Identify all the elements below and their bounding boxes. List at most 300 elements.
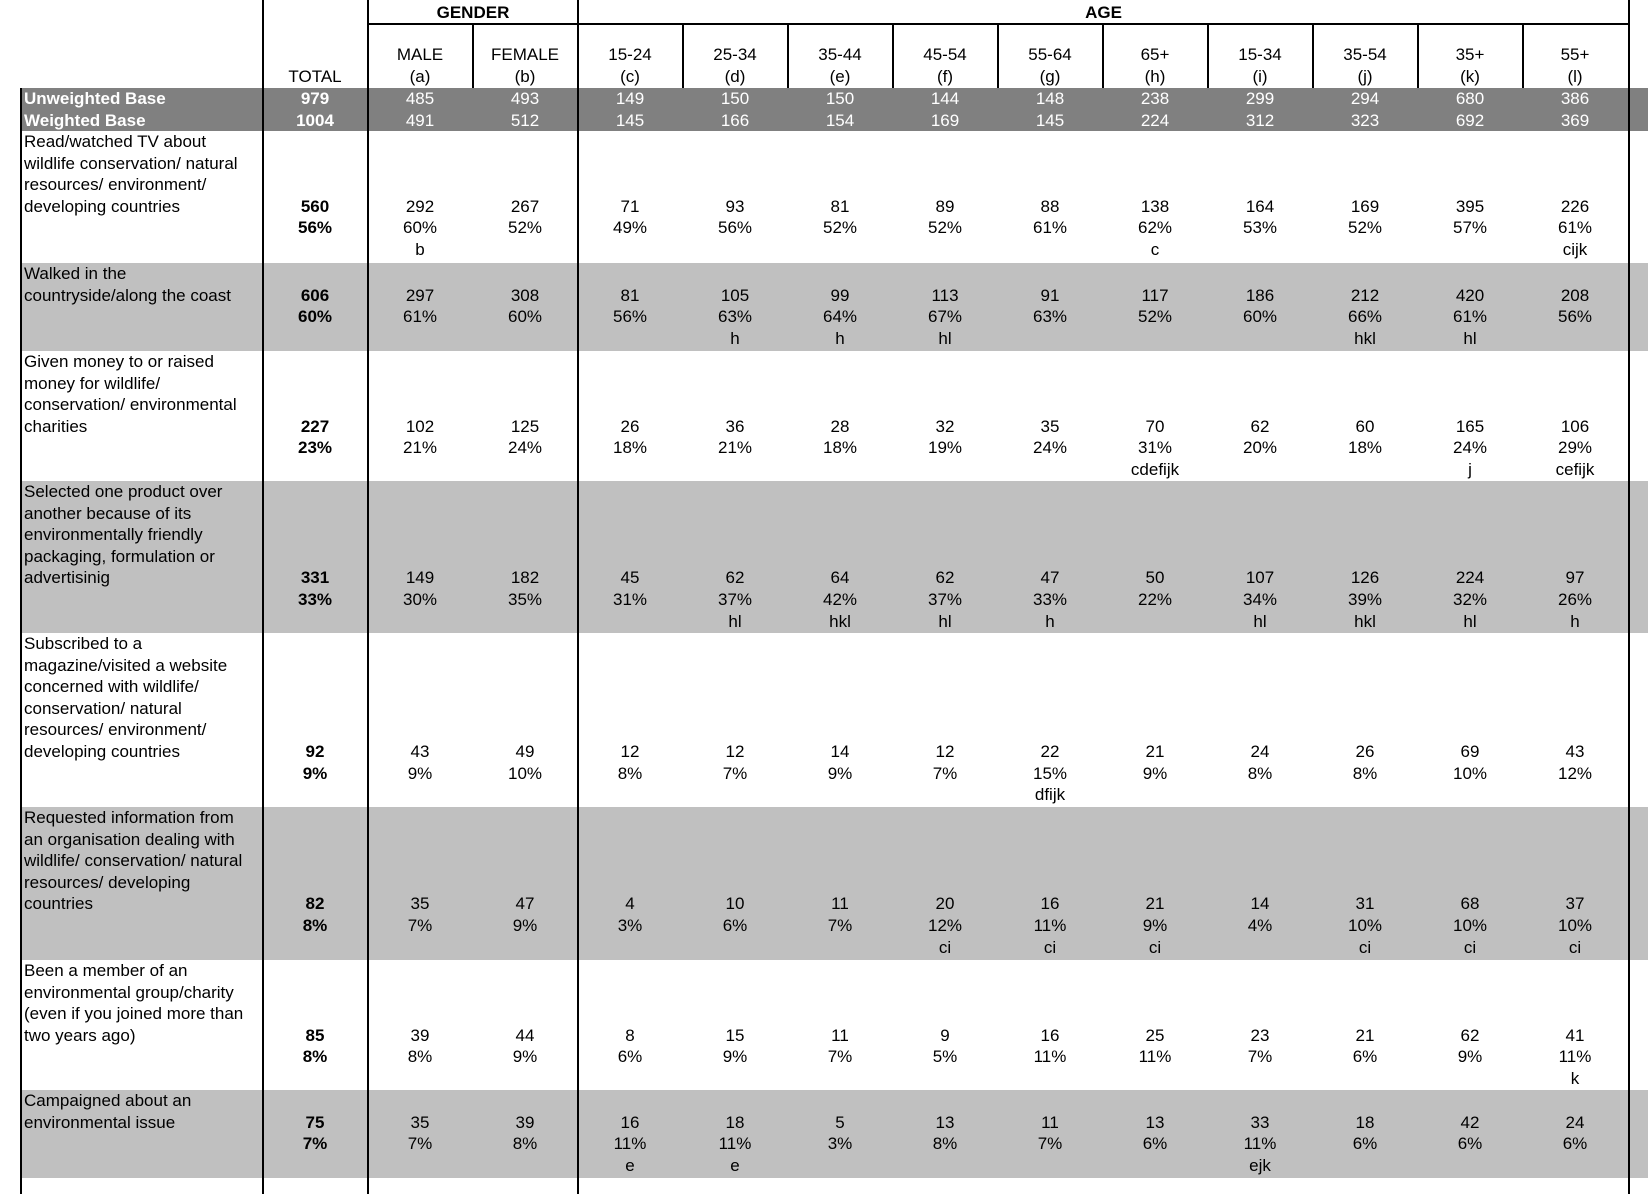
base-value: 323: [1350, 110, 1380, 130]
row-label: magazine/visited a website: [24, 655, 228, 675]
percent-value: 5%: [932, 1047, 958, 1067]
count-value: 71: [620, 196, 640, 216]
column-header-label: 55-64: [1028, 45, 1072, 64]
percent-value: 9%: [1457, 1047, 1483, 1067]
count-value: 35: [1040, 416, 1060, 436]
percent-value: 8%: [1247, 763, 1273, 783]
count-value: 88: [1040, 196, 1060, 216]
count-value: 81: [620, 285, 640, 305]
percent-value: 20%: [1242, 438, 1278, 458]
base-value: 299: [1245, 89, 1275, 108]
count-value: 117: [1141, 285, 1169, 305]
count-value: 164: [1245, 196, 1275, 216]
count-value: 82: [305, 894, 325, 914]
percent-value: 6%: [617, 1047, 643, 1067]
count-value: 62: [935, 568, 955, 588]
percent-value: 9%: [1142, 916, 1168, 935]
significance-letters: hl: [1463, 611, 1477, 631]
percent-value: 8%: [617, 763, 643, 783]
percent-value: 53%: [1242, 218, 1278, 238]
percent-value: 56%: [612, 307, 648, 327]
percent-value: 22%: [1137, 590, 1173, 609]
row-label: packaging, formulation or: [24, 546, 215, 566]
column-header-letter: (g): [1039, 66, 1061, 86]
base-value: 145: [1035, 110, 1065, 130]
count-value: 169: [1350, 196, 1380, 216]
row-label: conservation/ environmental: [24, 395, 237, 415]
percent-value: 7%: [827, 1047, 853, 1067]
percent-value: 7%: [407, 1134, 433, 1154]
column-header-letter: (i): [1252, 66, 1268, 86]
significance-letters: b: [415, 240, 425, 259]
column-header-letter: (j): [1357, 66, 1373, 86]
count-value: 12: [620, 742, 640, 761]
significance-letters: j: [1468, 460, 1472, 479]
count-value: 16: [1040, 894, 1060, 914]
percent-value: 4%: [1247, 916, 1273, 935]
row-label: Been a member of an: [24, 961, 188, 980]
base-value: 150: [825, 89, 855, 108]
percent-value: 33%: [1032, 590, 1068, 609]
column-header-letter: (d): [724, 66, 746, 86]
row-label: concerned with wildlife/: [24, 677, 199, 697]
percent-value: 60%: [402, 218, 438, 238]
percent-value: 29%: [1557, 438, 1593, 458]
row-label: wildlife conservation/ natural: [24, 153, 238, 173]
column-header-label: 15-24: [608, 45, 652, 64]
count-value: 267: [510, 196, 540, 216]
count-value: 13: [935, 1112, 955, 1132]
column-header-label: 35-44: [818, 45, 862, 64]
count-value: 60: [1355, 416, 1375, 436]
percent-value: 10%: [1347, 916, 1383, 935]
count-value: 22: [1040, 742, 1060, 761]
percent-value: 11%: [1558, 1047, 1592, 1067]
base-value: 491: [405, 110, 435, 130]
significance-letters: dfijk: [1034, 785, 1066, 805]
percent-value: 49%: [612, 218, 648, 238]
count-value: 11: [831, 894, 849, 914]
percent-value: 19%: [927, 438, 963, 458]
row-label: Campaigned about an: [24, 1091, 192, 1110]
column-header-letter: (b): [514, 66, 536, 86]
percent-value: 21%: [717, 438, 753, 458]
percent-value: 8%: [1352, 763, 1378, 783]
count-value: 39: [410, 1025, 430, 1045]
count-value: 39: [515, 1112, 535, 1132]
row-label: environmental group/charity: [24, 982, 234, 1002]
percent-value: 12%: [927, 916, 963, 935]
percent-value: 24%: [1032, 438, 1068, 458]
base-value: 493: [510, 89, 540, 108]
percent-value: 56%: [1557, 307, 1593, 327]
column-header-label: 35+: [1455, 45, 1485, 64]
significance-letters: hl: [938, 328, 952, 348]
count-value: 8: [625, 1025, 635, 1045]
age-group-header: AGE: [1085, 3, 1122, 22]
column-header-label: 35-54: [1343, 45, 1387, 64]
count-value: 21: [1355, 1025, 1375, 1045]
percent-value: 30%: [402, 590, 438, 609]
significance-letters: c: [1150, 240, 1160, 259]
count-value: 125: [510, 416, 540, 436]
base-value: 512: [510, 110, 540, 130]
percent-value: 6%: [1352, 1134, 1378, 1154]
percent-value: 61%: [1452, 307, 1488, 327]
column-header-letter: (e): [829, 66, 851, 86]
significance-letters: e: [625, 1155, 635, 1175]
percent-value: 32%: [1452, 590, 1488, 609]
row-label: countries: [24, 894, 93, 914]
significance-letters: e: [730, 1155, 740, 1175]
row-label: conservation/ natural: [24, 698, 182, 718]
percent-value: 37%: [927, 590, 963, 609]
percent-value: 33%: [297, 590, 333, 609]
significance-letters: ci: [1568, 937, 1582, 957]
count-value: 68: [1460, 894, 1480, 914]
base-value: 149: [615, 89, 645, 108]
count-value: 106: [1560, 416, 1590, 436]
base-value: 150: [720, 89, 750, 108]
percent-value: 63%: [1032, 307, 1068, 327]
percent-value: 57%: [1452, 218, 1488, 238]
count-value: 560: [300, 196, 330, 216]
base-value: 238: [1140, 89, 1170, 108]
count-value: 85: [305, 1025, 325, 1045]
count-value: 9: [940, 1025, 950, 1045]
count-value: 42: [1460, 1112, 1480, 1132]
count-value: 149: [405, 568, 435, 588]
significance-letters: h: [730, 328, 740, 348]
count-value: 75: [305, 1112, 325, 1132]
column-divider: [1628, 0, 1630, 1194]
percent-value: 9%: [302, 763, 328, 783]
row-label: developing countries: [24, 196, 180, 216]
percent-value: 24%: [507, 438, 543, 458]
count-value: 43: [1565, 742, 1585, 761]
row-label: an organisation dealing with: [24, 829, 235, 849]
percent-value: 52%: [507, 218, 543, 238]
row-label: environmentally friendly: [24, 525, 203, 545]
percent-value: 52%: [927, 218, 963, 238]
percent-value: 63%: [717, 307, 753, 327]
count-value: 26: [1355, 742, 1375, 761]
count-value: 11: [1041, 1112, 1059, 1132]
significance-letters: hl: [938, 611, 952, 631]
count-value: 16: [620, 1112, 640, 1132]
count-value: 21: [1145, 742, 1165, 761]
base-value: 680: [1455, 89, 1485, 108]
count-value: 97: [1565, 568, 1585, 588]
count-value: 81: [830, 196, 850, 216]
count-value: 31: [1355, 894, 1375, 914]
percent-value: 6%: [1457, 1134, 1483, 1154]
row-label: wildlife/ conservation/ natural: [24, 851, 243, 871]
significance-letters: cdefijk: [1130, 460, 1180, 479]
percent-value: 18%: [822, 438, 858, 458]
column-header-label: FEMALE: [490, 45, 560, 64]
percent-value: 6%: [1562, 1134, 1588, 1154]
count-value: 606: [300, 285, 330, 305]
row-label: money for wildlife/: [24, 373, 161, 393]
count-value: 35: [410, 1112, 430, 1132]
percent-value: 61%: [1557, 218, 1593, 238]
percent-value: 39%: [1347, 590, 1383, 609]
percent-value: 52%: [1137, 307, 1173, 327]
count-value: 14: [1250, 894, 1270, 914]
percent-value: 11%: [613, 1134, 647, 1154]
count-value: 18: [725, 1112, 745, 1132]
count-value: 45: [620, 568, 640, 588]
percent-value: 60%: [297, 307, 333, 327]
percent-value: 18%: [612, 438, 648, 458]
percent-value: 66%: [1347, 307, 1383, 327]
significance-letters: ci: [1043, 937, 1057, 957]
count-value: 99: [830, 285, 850, 305]
count-value: 11: [831, 1025, 849, 1045]
percent-value: 52%: [1347, 218, 1383, 238]
significance-letters: h: [1045, 611, 1055, 631]
percent-value: 8%: [302, 1047, 328, 1067]
percent-value: 37%: [717, 590, 753, 609]
count-value: 35: [410, 894, 430, 914]
percent-value: 56%: [717, 218, 753, 238]
percent-value: 61%: [1032, 218, 1068, 238]
significance-letters: ci: [1148, 937, 1162, 957]
percent-value: 7%: [1037, 1134, 1063, 1154]
column-header-label: 65+: [1140, 45, 1170, 64]
percent-value: 34%: [1242, 590, 1278, 609]
count-value: 33: [1250, 1112, 1270, 1132]
column-header-letter: (l): [1567, 66, 1583, 86]
count-value: 41: [1565, 1025, 1585, 1045]
base-value: 169: [930, 110, 960, 130]
count-value: 24: [1565, 1112, 1585, 1132]
row-label: countryside/along the coast: [24, 285, 231, 305]
significance-letters: ci: [938, 937, 952, 957]
percent-value: 10%: [1452, 916, 1488, 935]
count-value: 12: [725, 742, 745, 761]
count-value: 13: [1145, 1112, 1165, 1132]
count-value: 62: [1460, 1025, 1480, 1045]
significance-letters: cijk: [1562, 240, 1588, 259]
significance-letters: k: [1570, 1069, 1580, 1088]
percent-value: 9%: [512, 916, 538, 935]
percent-value: 64%: [822, 307, 858, 327]
percent-value: 6%: [722, 916, 748, 935]
column-header-label: 25-34: [713, 45, 757, 64]
count-value: 292: [405, 196, 435, 216]
percent-value: 7%: [302, 1134, 328, 1154]
count-value: 47: [515, 894, 535, 914]
percent-value: 8%: [407, 1047, 433, 1067]
percent-value: 8%: [932, 1134, 958, 1154]
count-value: 10: [725, 894, 745, 914]
column-header-letter: (h): [1144, 66, 1166, 86]
percent-value: 8%: [302, 916, 328, 935]
percent-value: 15%: [1032, 763, 1068, 783]
count-value: 102: [405, 416, 435, 436]
count-value: 182: [510, 568, 540, 588]
count-value: 44: [515, 1025, 535, 1045]
percent-value: 12%: [1557, 763, 1593, 783]
count-value: 26: [620, 416, 640, 436]
count-value: 89: [935, 196, 955, 216]
percent-value: 8%: [512, 1134, 538, 1154]
count-value: 64: [830, 568, 850, 588]
row-label: resources/ developing: [24, 872, 191, 892]
count-value: 24: [1250, 742, 1270, 761]
count-value: 224: [1455, 568, 1485, 588]
count-value: 420: [1455, 285, 1485, 305]
count-value: 69: [1460, 742, 1480, 761]
percent-value: 26%: [1557, 590, 1593, 609]
percent-value: 10%: [1557, 916, 1593, 935]
column-header-letter: (a): [409, 66, 431, 86]
row-label: Selected one product over: [24, 482, 223, 501]
percent-value: 42%: [822, 590, 858, 609]
count-value: 91: [1040, 285, 1060, 305]
significance-letters: h: [835, 328, 845, 348]
row-label: environmental issue: [24, 1112, 176, 1132]
count-value: 50: [1145, 568, 1165, 588]
percent-value: 10%: [1452, 763, 1488, 783]
percent-value: 7%: [827, 916, 853, 935]
count-value: 43: [410, 742, 430, 761]
count-value: 208: [1560, 285, 1590, 305]
count-value: 92: [305, 742, 325, 761]
column-header-letter: (f): [936, 66, 954, 86]
percent-value: 18%: [1347, 438, 1383, 458]
count-value: 4: [625, 894, 635, 914]
percent-value: 6%: [1142, 1134, 1168, 1154]
percent-value: 3%: [617, 916, 643, 935]
count-value: 36: [725, 416, 745, 436]
count-value: 186: [1245, 285, 1275, 305]
count-value: 49: [515, 742, 535, 761]
count-value: 21: [1145, 894, 1165, 914]
row-label: Requested information from: [24, 808, 234, 827]
count-value: 297: [405, 285, 435, 305]
count-value: 395: [1455, 196, 1485, 216]
count-value: 105: [720, 285, 750, 305]
base-value: 312: [1245, 110, 1275, 130]
percent-value: 62%: [1137, 218, 1173, 238]
significance-letters: ci: [1463, 937, 1477, 957]
base-value: 148: [1035, 89, 1065, 108]
count-value: 138: [1140, 196, 1170, 216]
percent-value: 60%: [507, 307, 543, 327]
count-value: 15: [725, 1025, 745, 1045]
column-header-label: 15-34: [1238, 45, 1282, 64]
row-label: (even if you joined more than: [24, 1004, 244, 1024]
base-value: 166: [720, 110, 750, 130]
base-row-label: Weighted Base: [24, 110, 146, 130]
row-label: resources/ environment/: [24, 720, 207, 740]
percent-value: 11%: [1033, 916, 1067, 935]
significance-letters: ejk: [1249, 1155, 1271, 1175]
count-value: 16: [1040, 1025, 1060, 1045]
percent-value: 9%: [512, 1047, 538, 1067]
base-value: 979: [300, 89, 330, 108]
column-header-letter: (k): [1460, 66, 1480, 86]
base-value: 692: [1455, 110, 1485, 130]
percent-value: 67%: [927, 307, 963, 327]
count-value: 62: [725, 568, 745, 588]
count-value: 308: [510, 285, 540, 305]
base-value: 485: [405, 89, 435, 108]
count-value: 28: [830, 416, 850, 436]
base-value: 145: [615, 110, 645, 130]
column-header-label: MALE: [396, 45, 444, 64]
count-value: 126: [1350, 568, 1380, 588]
row-label: advertisinig: [24, 568, 110, 588]
percent-value: 35%: [507, 590, 543, 609]
count-value: 70: [1145, 416, 1165, 436]
percent-value: 7%: [722, 763, 748, 783]
count-value: 47: [1040, 568, 1060, 588]
count-value: 107: [1245, 568, 1275, 588]
row-label: Walked in the: [24, 264, 127, 283]
base-value: 144: [930, 89, 960, 108]
percent-value: 31%: [612, 590, 648, 609]
percent-value: 56%: [297, 218, 333, 238]
row-label: another because of its: [24, 503, 192, 523]
row-label: Given money to or raised: [24, 352, 214, 371]
significance-letters: hkl: [1354, 611, 1376, 631]
significance-letters: cefijk: [1555, 460, 1595, 479]
column-header-label: 45-54: [923, 45, 967, 64]
count-value: 113: [931, 285, 959, 305]
percent-value: 21%: [402, 438, 438, 458]
base-value: 294: [1350, 89, 1380, 108]
percent-value: 7%: [932, 763, 958, 783]
gender-group-header: GENDER: [436, 3, 510, 22]
percent-value: 31%: [1137, 438, 1173, 458]
significance-letters: hl: [1463, 328, 1477, 348]
percent-value: 9%: [827, 763, 853, 783]
base-value: 386: [1560, 89, 1590, 108]
count-value: 165: [1455, 416, 1485, 436]
percent-value: 9%: [407, 763, 433, 783]
row-label: charities: [24, 416, 88, 436]
column-header-letter: (c): [620, 66, 640, 86]
percent-value: 61%: [402, 307, 438, 327]
percent-value: 10%: [507, 763, 543, 783]
significance-letters: hl: [1253, 611, 1267, 631]
count-value: 226: [1560, 196, 1590, 216]
base-value: 224: [1140, 110, 1170, 130]
row-label: two years ago): [24, 1025, 136, 1045]
significance-letters: hl: [728, 611, 742, 631]
percent-value: 23%: [297, 438, 333, 458]
percent-value: 11%: [1033, 1047, 1067, 1067]
base-value: 369: [1560, 110, 1590, 130]
percent-value: 11%: [1243, 1134, 1277, 1154]
percent-value: 3%: [827, 1134, 853, 1154]
count-value: 227: [300, 416, 330, 436]
percent-value: 9%: [1142, 763, 1168, 783]
percent-value: 60%: [1242, 307, 1278, 327]
percent-value: 24%: [1452, 438, 1488, 458]
count-value: 23: [1250, 1025, 1270, 1045]
column-divider: [20, 88, 22, 1194]
column-header-label: 55+: [1560, 45, 1590, 64]
row-label: resources/ environment/: [24, 175, 207, 195]
count-value: 331: [300, 568, 330, 588]
percent-value: 7%: [407, 916, 433, 935]
column-header-label: TOTAL: [288, 66, 342, 86]
